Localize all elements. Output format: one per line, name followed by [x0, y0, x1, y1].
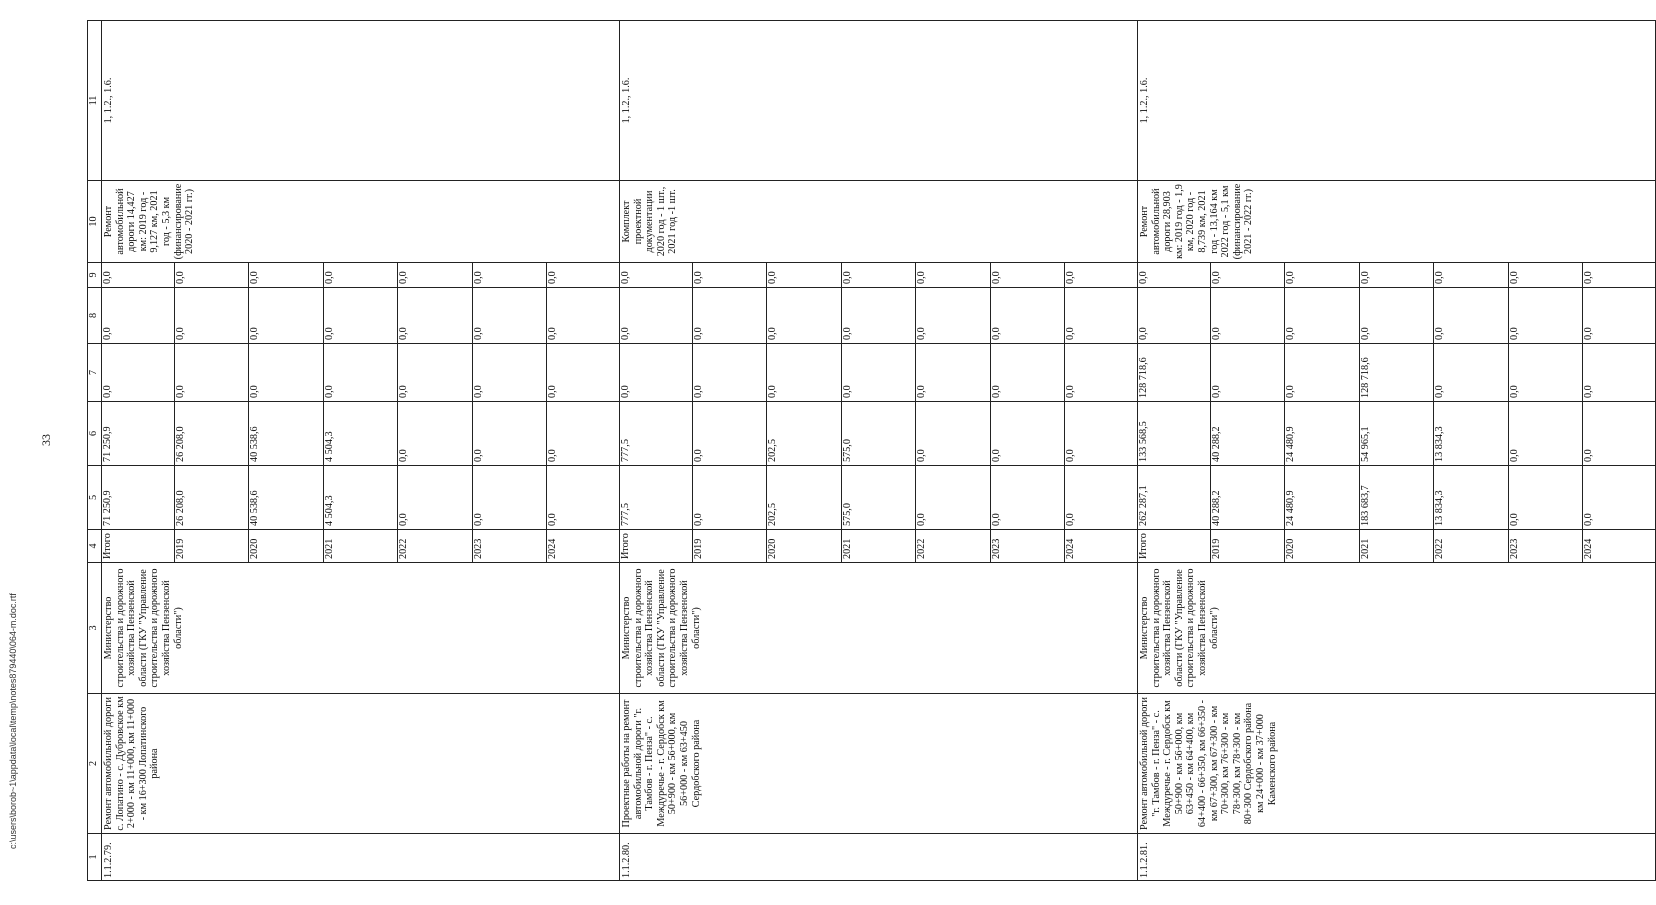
year-label: 2020: [767, 530, 842, 562]
amount-value: 575,0: [841, 466, 916, 529]
amount-value: 0,0: [1210, 263, 1285, 287]
row-name: Проектные работы на ремонт автомобильной дороги "г. Тамбов - г. Пенза" - с. Междуречье - г. Сердобск км 50+900 - км 56+000, км 56+000 - км 63+450 Сердобского района: [620, 694, 1138, 834]
program-table: [87, 20, 1656, 881]
amount-value: 0,0: [1065, 513, 1077, 526]
amount-value: 40 288,2: [1210, 466, 1285, 529]
row-reference: 1, 1.2., 1.6.: [620, 21, 1138, 181]
row-executor: Министерство строительства и дорожного хозяйства Пензенской области (ГКУ "Управление строительства и дорожного хозяйства Пензенской области"): [620, 563, 1138, 694]
year-label: 2020: [249, 530, 324, 562]
cell-col7: [102, 344, 620, 402]
amount-value: 0,0: [323, 263, 398, 287]
amount-value: 0,0: [1583, 271, 1595, 284]
amount-value: 0,0: [841, 288, 916, 343]
amount-value: 0,0: [249, 288, 324, 343]
year-label: Итого: [620, 530, 692, 562]
amount-value: 0,0: [472, 466, 547, 529]
amount-value: 0,0: [767, 344, 842, 401]
cell-col5: [620, 466, 1138, 530]
cell-col7: [1138, 344, 1656, 402]
cell-col9: [1138, 263, 1656, 288]
footer-file-path: c:\users\borob~1\appdata\local\temp\notes879440\064-m.doc.rtf: [8, 593, 18, 849]
year-label: 2024: [1065, 538, 1077, 559]
year-label: Итого: [1138, 530, 1210, 562]
amount-value: 202,5: [767, 402, 842, 465]
amount-value: 0,0: [547, 449, 559, 462]
amount-value: 0,0: [1285, 344, 1360, 401]
header-cell: 1: [88, 834, 102, 881]
amount-value: 575,0: [841, 402, 916, 465]
amount-value: 0,0: [102, 263, 174, 287]
year-label: 2021: [1359, 530, 1434, 562]
amount-value: 133 568,5: [1138, 402, 1210, 465]
header-row: [88, 21, 102, 881]
amount-value: 0,0: [767, 263, 842, 287]
amount-value: 0,0: [1359, 263, 1434, 287]
cell-col5: [102, 466, 620, 530]
amount-value: 40 288,2: [1210, 402, 1285, 465]
amount-value: 0,0: [1065, 327, 1077, 340]
amount-value: 0,0: [767, 288, 842, 343]
table-row: [620, 21, 1138, 881]
row-name: Ремонт автомобильной дороги "г. Тамбов - г. Пенза" - с. Междуречье - г. Сердобск км 50+900 - км 56+000, км 63+450 - км 64+400, км 64+400 - 66+350, км 66+350 - км 67+300, км 67+300 - км 70+300, км 76+300 - км 78+300, км 78+300 - км 80+300 Сердобского района км 24+000 - км 37+000 Каменского района: [1138, 694, 1656, 834]
amount-value: 0,0: [692, 344, 767, 401]
amount-value: 0,0: [323, 288, 398, 343]
year-label: 2023: [1508, 530, 1583, 562]
amount-value: 0,0: [1508, 288, 1583, 343]
header-cell: 3: [88, 563, 102, 694]
amount-value: 24 480,9: [1285, 466, 1360, 529]
amount-value: 0,0: [1210, 344, 1285, 401]
sub-table-col8: [620, 288, 1137, 343]
amount-value: 0,0: [1583, 513, 1595, 526]
amount-value: 0,0: [1359, 288, 1434, 343]
amount-value: 0,0: [1210, 288, 1285, 343]
amount-value: 40 538,6: [249, 402, 324, 465]
amount-value: 0,0: [102, 344, 174, 401]
amount-value: 0,0: [1583, 385, 1595, 398]
amount-value: 0,0: [841, 344, 916, 401]
amount-value: 0,0: [692, 288, 767, 343]
sub-table-col8: [1138, 288, 1655, 343]
amount-value: 0,0: [916, 402, 991, 465]
year-label: 2019: [692, 530, 767, 562]
amount-value: 26 208,0: [174, 402, 249, 465]
amount-value: 0,0: [620, 263, 692, 287]
sub-table-col7: [102, 344, 619, 401]
year-label: 2024: [1583, 538, 1595, 559]
amount-value: 0,0: [692, 466, 767, 529]
year-label: 2019: [174, 530, 249, 562]
sub-table-col7: [620, 344, 1137, 401]
table-body: [102, 21, 1656, 881]
amount-value: 71 250,9: [102, 402, 174, 465]
rotated-page: [87, 21, 1595, 881]
sub-table-col5: [620, 466, 1137, 529]
amount-value: 128 718,6: [1138, 344, 1210, 401]
amount-value: 0,0: [547, 327, 559, 340]
amount-value: 0,0: [249, 344, 324, 401]
amount-value: 0,0: [1138, 263, 1210, 287]
amount-value: 0,0: [249, 263, 324, 287]
amount-value: 0,0: [1065, 271, 1077, 284]
amount-value: 0,0: [1508, 466, 1583, 529]
year-label: 2023: [990, 530, 1065, 562]
amount-value: 0,0: [102, 288, 174, 343]
page-number: 33: [39, 434, 53, 446]
amount-value: 0,0: [174, 344, 249, 401]
sub-table-col8: [102, 288, 619, 343]
sub-table-col5: [1138, 466, 1655, 529]
amount-value: 0,0: [472, 344, 547, 401]
header-cell: 6: [88, 402, 102, 466]
amount-value: 0,0: [620, 344, 692, 401]
amount-value: 0,0: [472, 263, 547, 287]
cell-col9: [620, 263, 1138, 288]
amount-value: 0,0: [1434, 344, 1509, 401]
amount-value: 13 834,3: [1434, 466, 1509, 529]
row-reference: 1, 1.2., 1.6.: [102, 21, 620, 181]
year-label: 2020: [1285, 530, 1360, 562]
cell-col6: [1138, 402, 1656, 466]
amount-value: 4 504,3: [323, 402, 398, 465]
amount-value: 0,0: [1434, 263, 1509, 287]
amount-value: 0,0: [990, 466, 1065, 529]
row-result: Ремонт автомобильной дороги 28,903 км: 2019 год - 1,9 км, 2020 год - 8,739 км, 2021 год - 13,164 км 2022 год - 5,1 км (финансирование 2021 - 2022 гг.): [1138, 181, 1656, 263]
amount-value: 0,0: [1065, 449, 1077, 462]
amount-value: 0,0: [841, 263, 916, 287]
header-cell: 4: [88, 530, 102, 563]
header-cell: 10: [88, 181, 102, 263]
sub-table-col9: [620, 263, 1137, 287]
amount-value: 0,0: [547, 513, 559, 526]
sub-table-col6: [620, 402, 1137, 465]
amount-value: 0,0: [398, 288, 473, 343]
sub-table-col9: [1138, 263, 1655, 287]
amount-value: 0,0: [398, 263, 473, 287]
year-label: 2021: [841, 530, 916, 562]
sub-table-col7: [1138, 344, 1655, 401]
amount-value: 54 965,1: [1359, 402, 1434, 465]
cell-years: [102, 530, 620, 563]
sub-table-years: [1138, 530, 1655, 562]
amount-value: 777,5: [620, 402, 692, 465]
amount-value: 0,0: [1583, 327, 1595, 340]
sub-table-years: [102, 530, 619, 562]
year-label: 2022: [916, 530, 991, 562]
amount-value: 0,0: [547, 385, 559, 398]
amount-value: 183 683,7: [1359, 466, 1434, 529]
amount-value: 0,0: [1583, 449, 1595, 462]
amount-value: 0,0: [916, 466, 991, 529]
sub-table-col6: [102, 402, 619, 465]
amount-value: 0,0: [990, 402, 1065, 465]
amount-value: 13 834,3: [1434, 402, 1509, 465]
cell-col6: [620, 402, 1138, 466]
amount-value: 128 718,6: [1359, 344, 1434, 401]
row-executor: Министерство строительства и дорожного хозяйства Пензенской области (ГКУ "Управление строительства и дорожного хозяйства Пензенской области"): [102, 563, 620, 694]
header-cell: 7: [88, 344, 102, 402]
table-row: [102, 21, 620, 881]
amount-value: 0,0: [472, 288, 547, 343]
amount-value: 71 250,9: [102, 466, 174, 529]
year-label: 2024: [547, 538, 559, 559]
amount-value: 777,5: [620, 466, 692, 529]
amount-value: 24 480,9: [1285, 402, 1360, 465]
amount-value: 0,0: [398, 402, 473, 465]
amount-value: 0,0: [1065, 385, 1077, 398]
amount-value: 26 208,0: [174, 466, 249, 529]
amount-value: 0,0: [1508, 344, 1583, 401]
cell-col8: [102, 288, 620, 344]
amount-value: 262 287,1: [1138, 466, 1210, 529]
amount-value: 0,0: [1508, 402, 1583, 465]
header-cell: 2: [88, 694, 102, 834]
amount-value: 0,0: [692, 263, 767, 287]
amount-value: 0,0: [1434, 288, 1509, 343]
header-cell: 8: [88, 288, 102, 344]
amount-value: 0,0: [990, 344, 1065, 401]
row-reference: 1, 1.2., 1.6.: [1138, 21, 1656, 181]
table-row: [1138, 21, 1656, 881]
row-executor: Министерство строительства и дорожного хозяйства Пензенской области (ГКУ "Управление строительства и дорожного хозяйства Пензенской области"): [1138, 563, 1656, 694]
amount-value: 0,0: [1285, 288, 1360, 343]
amount-value: 0,0: [547, 271, 559, 284]
year-label: 2022: [1434, 530, 1509, 562]
amount-value: 0,0: [472, 402, 547, 465]
row-number: 1.1.2.80.: [620, 834, 1138, 881]
year-label: 2019: [1210, 530, 1285, 562]
year-label: Итого: [102, 530, 174, 562]
amount-value: 0,0: [916, 288, 991, 343]
amount-value: 0,0: [1138, 288, 1210, 343]
amount-value: 0,0: [990, 288, 1065, 343]
amount-value: 0,0: [620, 288, 692, 343]
amount-value: 0,0: [692, 402, 767, 465]
year-label: 2023: [472, 530, 547, 562]
year-label: 2022: [398, 530, 473, 562]
row-number: 1.1.2.79.: [102, 834, 620, 881]
amount-value: 0,0: [323, 344, 398, 401]
amount-value: 0,0: [916, 263, 991, 287]
row-name: Ремонт автомобильной дороги с. Лопатино - с. Дубровское км 2+000 - км 11+000, км 11+000 - км 16+300 Лопатинского района: [102, 694, 620, 834]
cell-col7: [620, 344, 1138, 402]
amount-value: 202,5: [767, 466, 842, 529]
amount-value: 0,0: [174, 263, 249, 287]
sub-table-years: [620, 530, 1137, 562]
header-cell: 11: [88, 21, 102, 181]
cell-col6: [102, 402, 620, 466]
header-cell: 9: [88, 263, 102, 288]
row-result: Комплект проектной документации 2020 год - 1 шт., 2021 год -1 шт.: [620, 181, 1138, 263]
amount-value: 0,0: [1285, 263, 1360, 287]
sub-table-col9: [102, 263, 619, 287]
cell-col5: [1138, 466, 1656, 530]
cell-col8: [620, 288, 1138, 344]
cell-col8: [1138, 288, 1656, 344]
sub-table-col6: [1138, 402, 1655, 465]
amount-value: 0,0: [174, 288, 249, 343]
header-cell: 5: [88, 466, 102, 530]
sub-table-col5: [102, 466, 619, 529]
amount-value: 40 538,6: [249, 466, 324, 529]
year-label: 2021: [323, 530, 398, 562]
cell-years: [1138, 530, 1656, 563]
amount-value: 0,0: [1508, 263, 1583, 287]
amount-value: 0,0: [398, 344, 473, 401]
cell-col9: [102, 263, 620, 288]
amount-value: 4 504,3: [323, 466, 398, 529]
row-result: Ремонт автомобильной дороги 14,427 км: 2019 год - 9,127 км, 2021 год - 5,3 км (финансирование 2020 - 2021 гг.): [102, 181, 620, 263]
cell-years: [620, 530, 1138, 563]
amount-value: 0,0: [398, 466, 473, 529]
row-number: 1.1.2.81.: [1138, 834, 1656, 881]
amount-value: 0,0: [916, 344, 991, 401]
amount-value: 0,0: [990, 263, 1065, 287]
